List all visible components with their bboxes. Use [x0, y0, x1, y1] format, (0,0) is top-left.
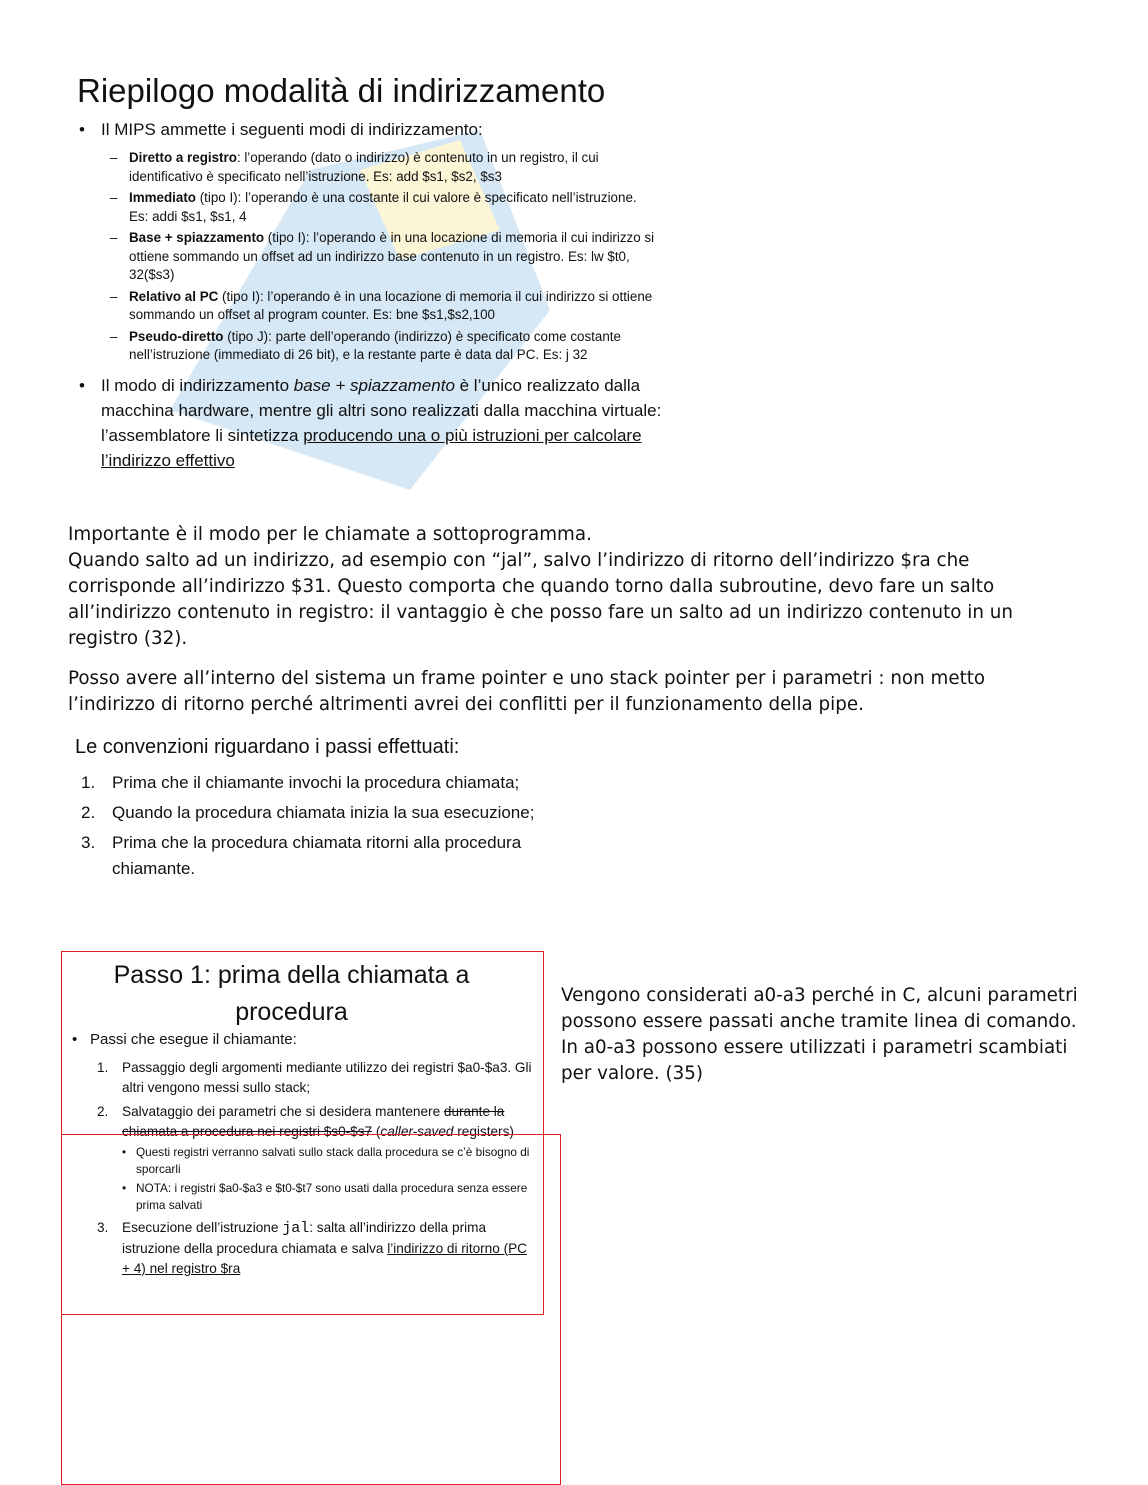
addressing-modes-list: [110, 149, 655, 368]
bullet-icon: •: [122, 1145, 127, 1159]
notes-paragraphs: [68, 522, 1078, 732]
mode-type: (tipo I): [195, 190, 238, 205]
mode-text: : parte dell’operando (indirizzo) è specificato come costante nell’istruzione (immediato di 26 bit), e la restante parte è data dal PC. Es: j 32: [129, 328, 621, 362]
mode-name: Immediato: [129, 190, 196, 205]
step-text: (: [372, 1124, 381, 1139]
step-text-italic: caller-saved: [380, 1124, 454, 1139]
side-note-paragraph: In a0-a3 possono essere utilizzati i parametri scambiati per valore. (35): [561, 1037, 1068, 1084]
slide1-title: Riepilogo modalità di indirizzamento: [77, 72, 606, 109]
mode-type: (tipo J): [223, 328, 269, 344]
step-text: : salta all’indirizzo della prima istruzione della procedura chiamata e salva: [122, 1220, 487, 1256]
step-text: registers): [453, 1124, 514, 1139]
step-text-underlined: l’indirizzo di ritorno (PC + 4) nel registro $ra: [122, 1241, 527, 1276]
slide-conventions: [75, 736, 545, 936]
paragraph: Posso avere all’interno del sistema un frame pointer e uno stack pointer per i parametri : non metto l’indirizzo di ritorno perché altrimenti avrei dei conflitti per il funzionamento della pipe.: [68, 668, 986, 715]
paragraph-line: Quando salto ad un indirizzo, ad esempio con “jal”, salvo l’indirizzo di ritorno dell’indirizzo $ra che corrisponde all’indirizzo $31. Questo comporta che quando torno dalla subroutine, devo fare un salto all’indirizzo contenuto in registro: il vantaggio è che posso fare un salto ad un indirizzo contenuto in un registro (32).: [68, 550, 1013, 649]
red-highlight-frame: [61, 1134, 561, 1485]
list-item: [110, 288, 655, 325]
dash-icon: –: [110, 230, 118, 245]
mode-text: : l’operando (dato o indirizzo) è contenuto in un registro, il cui identificativo è specificato nell’istruzione. Es: add $s1, $s2, $s3: [129, 150, 599, 184]
list-item: [110, 328, 655, 365]
item-text: Prima che la procedura chiamata ritorni alla procedura chiamante.: [112, 833, 522, 878]
side-note-paragraph: Vengono considerati a0-a3 perché in C, alcuni parametri possono essere passati anche tramite linea di comando.: [561, 985, 1078, 1032]
slide-addressing-summary: [60, 70, 660, 480]
bullet-icon: •: [79, 376, 85, 395]
conclusion-pre: Il modo di indirizzamento: [101, 376, 294, 395]
step-number: 2.: [97, 1104, 109, 1119]
paragraph-line: Importante è il modo per le chiamate a sottoprogramma.: [68, 524, 592, 545]
mode-text: : l’operando è in una locazione di memoria il cui indirizzo si ottiene sommando un offset ad un indirizzo base contenuto in un registro. Es: lw $t0, 32($s3): [129, 230, 655, 282]
step-number: 3.: [97, 1220, 109, 1235]
item-text: Prima che il chiamante invochi la procedura chiamata;: [112, 773, 520, 792]
list-item: [81, 770, 541, 796]
bullet-icon: •: [79, 120, 85, 139]
step-text-struck: durante la chiamata a procedura nei registri $s0-$s7: [122, 1104, 505, 1139]
mode-name: Base + spiazzamento: [129, 230, 265, 245]
list-item: [81, 830, 541, 882]
list-item: [110, 149, 655, 186]
item-number: 1.: [81, 773, 96, 792]
conclusion-underlined: producendo una o più istruzioni per calcolare l’indirizzo effettivo: [101, 426, 642, 470]
mode-name: Diretto a registro: [129, 150, 237, 165]
slide1-intro-text: Il MIPS ammette i seguenti modi di indirizzamento:: [101, 120, 483, 139]
slide2-title: Le convenzioni riguardano i passi effettuati:: [75, 736, 460, 758]
mode-type: (tipo I): [218, 288, 260, 304]
dash-icon: –: [110, 328, 118, 344]
slide1-intro: [79, 120, 483, 140]
sub-item-text: NOTA: i registri $a0-$a3 e $t0-$t7 sono usati dalla procedura senza essere prima salvati: [136, 1181, 528, 1212]
conventions-list: [81, 770, 541, 886]
conclusion-post: è l’unico realizzato dalla macchina hardware, mentre gli altri sono realizzati dalla macchina virtuale: l’assemblatore li sintetizza: [101, 376, 662, 445]
list-item: [110, 189, 655, 226]
conclusion-italic: base + spiazzamento: [293, 376, 455, 395]
slide3-intro-text: Passi che esegue il chiamante:: [90, 1031, 297, 1048]
item-number: 2.: [81, 803, 96, 822]
code-jal: jal: [282, 1220, 310, 1237]
mode-type: (tipo I): [264, 230, 306, 245]
list-item: [110, 229, 655, 285]
side-note: [561, 983, 1081, 1087]
dash-icon: –: [110, 288, 118, 304]
bullet-icon: •: [72, 1031, 78, 1048]
sub-item-text: Questi registri verranno salvati sullo stack dalla procedura se c’è bisogno di sporcarli: [136, 1145, 530, 1176]
step-text: Salvataggio dei parametri che si desidera mantenere: [122, 1104, 444, 1119]
step-text: Esecuzione dell’istruzione: [122, 1220, 283, 1235]
mode-name: Pseudo-diretto: [129, 328, 224, 344]
slide3-title: Passo 1: prima della chiamata a procedura: [113, 961, 470, 1026]
mode-name: Relativo al PC: [129, 288, 219, 304]
mode-text: : l’operando è una costante il cui valore è specificato nell’istruzione. Es: addi $s1, $s1, 4: [129, 190, 637, 224]
paragraph: [68, 522, 1078, 652]
slide1-conclusion: [79, 373, 681, 473]
dash-icon: –: [110, 190, 118, 205]
bullet-icon: •: [122, 1181, 127, 1195]
step-text: Passaggio degli argomenti mediante utilizzo dei registri $a0-$a3. Gli altri vengono messi sullo stack;: [122, 1060, 532, 1095]
item-number: 3.: [81, 833, 96, 852]
item-text: Quando la procedura chiamata inizia la sua esecuzione;: [112, 803, 535, 822]
list-item: [81, 800, 541, 826]
dash-icon: –: [110, 150, 118, 165]
step-number: 1.: [97, 1060, 109, 1075]
mode-text: : l’operando è in una locazione di memoria il cui indirizzo si ottiene sommando un offset al program counter. Es: bne $s1,$s2,100: [129, 288, 653, 322]
